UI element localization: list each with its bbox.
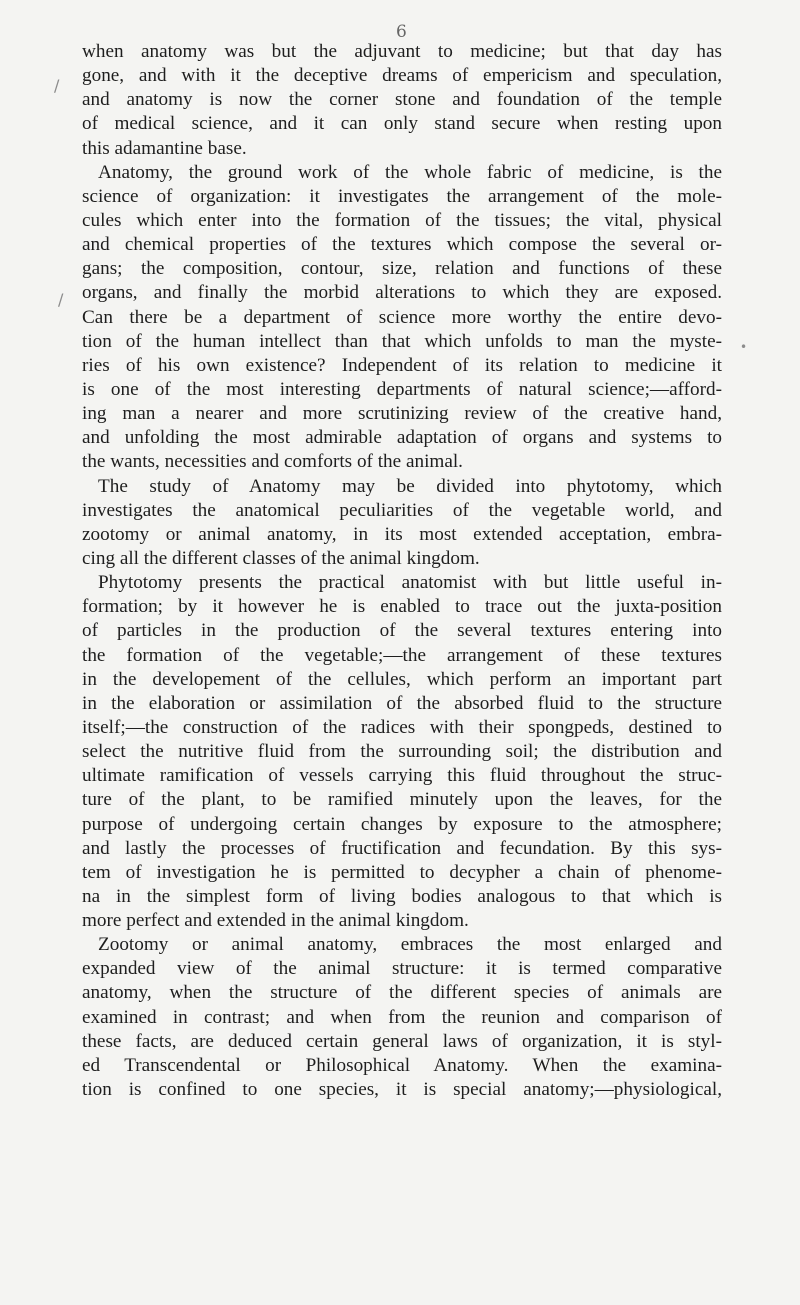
text-line: ture of the plant, to be ramified minutely upon the leaves, for the: [82, 789, 722, 811]
text-line: and lastly the processes of fructification and fecundation. By this sys-: [82, 837, 722, 859]
text-line: tion is confined to one species, it is special anatomy;—physiological,: [82, 1079, 722, 1101]
margin-pencil-mark: /: [54, 76, 60, 95]
text-line: more perfect and extended in the animal kingdom.: [82, 910, 469, 932]
text-line: Anatomy, the ground work of the whole fabric of medicine, is the: [98, 161, 722, 183]
text-line: organs, and finally the morbid alterations to which they are exposed.: [82, 282, 722, 304]
text-line: and unfolding the most admirable adaptation of organs and systems to: [82, 427, 722, 449]
text-line: gans; the composition, contour, size, relation and functions of these: [82, 258, 722, 280]
text-line: this adamantine base.: [82, 137, 247, 159]
text-line: ries of his own existence? Independent of its relation to medicine it: [82, 354, 722, 376]
text-line: in the elaboration or assimilation of the absorbed fluid to the structure: [82, 692, 722, 714]
text-line: and chemical properties of the textures which compose the several or-: [82, 234, 722, 256]
text-line: when anatomy was but the adjuvant to medicine; but that day has: [82, 41, 722, 62]
text-line: select the nutritive fluid from the surrounding soil; the distribution and: [82, 741, 722, 763]
text-line: the formation of the vegetable;—the arrangement of these textures: [82, 644, 722, 666]
text-line: anatomy, when the structure of the different species of animals are: [82, 982, 722, 1004]
text-line: in the developement of the cellules, which perform an important part: [82, 668, 722, 690]
text-line: is one of the most interesting departments of natural science;—afford-: [82, 378, 722, 400]
text-line: na in the simplest form of living bodies analogous to that which is: [82, 885, 722, 907]
text-line: ing man a nearer and more scrutinizing review of the creative hand,: [82, 403, 722, 425]
text-line: ultimate ramification of vessels carrying this fluid throughout the struc-: [82, 765, 722, 787]
text-line: examined in contrast; and when from the reunion and comparison of: [82, 1006, 722, 1028]
text-line: investigates the anatomical peculiarities of the vegetable world, and: [82, 499, 722, 521]
text-line: formation; by it however he is enabled to trace out the juxta-position: [82, 596, 722, 618]
text-line: gone, and with it the deceptive dreams of empericism and speculation,: [82, 65, 722, 87]
body-text: [82, 40, 722, 1102]
text-line: of medical science, and it can only stand secure when resting upon: [82, 113, 722, 135]
text-line: Zootomy or animal anatomy, embraces the most enlarged and: [98, 934, 722, 956]
page-number: 6: [396, 22, 407, 42]
text-line: purpose of undergoing certain changes by exposure to the atmosphere;: [82, 813, 722, 835]
text-line: ed Transcendental or Philosophical Anatomy. When the examina-: [82, 1054, 722, 1076]
text-line: itself;—the construction of the radices with their spongpeds, destined to: [82, 716, 722, 738]
text-line: the wants, necessities and comforts of the animal.: [82, 451, 463, 473]
text-line: tem of investigation he is permitted to decypher a chain of phenome-: [82, 861, 722, 883]
text-line: The study of Anatomy may be divided into phytotomy, which: [98, 475, 722, 497]
text-line: expanded view of the animal structure: it is termed comparative: [82, 958, 722, 980]
margin-pencil-mark: •: [740, 340, 748, 354]
text-line: science of organization: it investigates the arrangement of the mole-: [82, 185, 722, 207]
text-line: Can there be a department of science more worthy the entire devo-: [82, 306, 722, 328]
text-line: zootomy or animal anatomy, in its most extended acceptation, embra-: [82, 523, 722, 545]
margin-pencil-mark: /: [58, 290, 64, 309]
text-line: tion of the human intellect than that which unfolds to man the myste-: [82, 330, 722, 352]
text-line: these facts, are deduced certain general laws of organization, it is styl-: [82, 1030, 722, 1052]
text-line: of particles in the production of the several textures entering into: [82, 620, 722, 642]
text-line: and anatomy is now the corner stone and foundation of the temple: [82, 89, 722, 111]
text-line: cules which enter into the formation of the tissues; the vital, physical: [82, 209, 722, 231]
text-line: Phytotomy presents the practical anatomist with but little useful in-: [98, 572, 722, 594]
text-line: cing all the different classes of the animal kingdom.: [82, 547, 480, 569]
